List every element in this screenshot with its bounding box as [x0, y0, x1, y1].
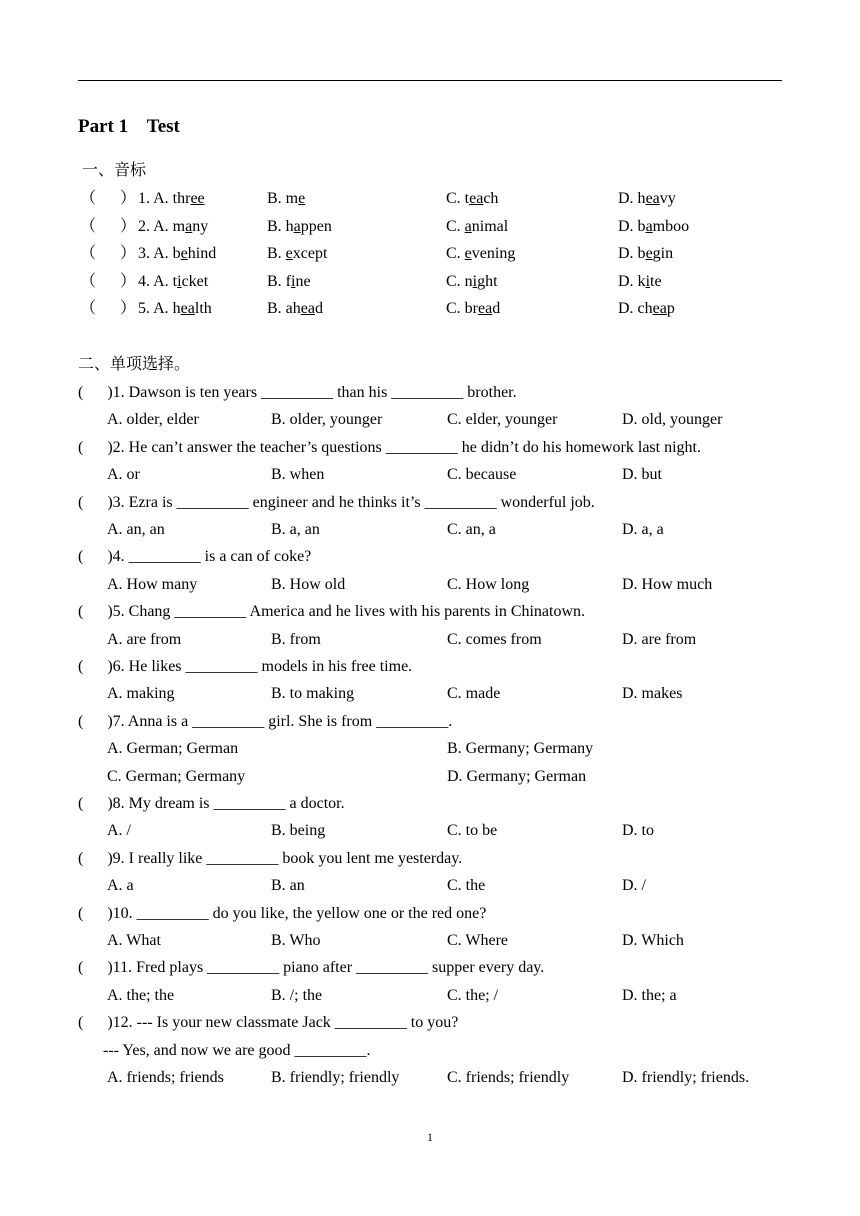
- word-part: D. b: [618, 217, 646, 235]
- word-part: B. m: [267, 190, 299, 207]
- question-stem: ( )10. _________ do you like, the yellow one or the red one?: [78, 904, 487, 922]
- option-a[interactable]: A. How many: [107, 575, 198, 593]
- option-c: [446, 216, 508, 238]
- phonetic-row: [0, 216, 860, 238]
- question-stem: ( )3. Ezra is _________ engineer and he thinks it’s _________ wonderful job.: [78, 493, 595, 511]
- word-part: m: [172, 217, 186, 235]
- option-d[interactable]: D. the; a: [622, 986, 677, 1004]
- word-part: mboo: [652, 217, 690, 235]
- options-row: [0, 738, 860, 760]
- options-row: [0, 574, 860, 596]
- word-part: B. f: [267, 272, 291, 290]
- word-part: lth: [194, 300, 212, 317]
- word-part: ny: [192, 217, 209, 235]
- option-d[interactable]: D. to: [622, 822, 654, 840]
- underlined-letters: a: [645, 217, 653, 235]
- page-number: 1: [427, 1130, 433, 1144]
- option-d: [618, 216, 689, 238]
- option-d[interactable]: D. but: [622, 466, 662, 484]
- question-stem: ( )12. --- Is your new classmate Jack _________ to you?: [78, 1014, 459, 1032]
- part-title: Part 1 Test: [78, 116, 180, 137]
- answer-blank[interactable]: （ ）: [80, 245, 137, 262]
- option-b[interactable]: B. being: [271, 822, 326, 840]
- answer-blank[interactable]: （ ）: [80, 217, 137, 235]
- option-d: [618, 271, 662, 293]
- word-part: thr: [172, 190, 191, 207]
- option-a[interactable]: A. are from: [107, 630, 182, 648]
- word-part: C.: [446, 217, 465, 235]
- option-b[interactable]: B. to making: [271, 685, 355, 703]
- option-a[interactable]: A. a: [107, 877, 134, 895]
- options-row: [0, 875, 860, 897]
- option-b[interactable]: B. /; the: [271, 986, 323, 1004]
- option-b[interactable]: B. when: [271, 466, 325, 484]
- option-d[interactable]: D. How much: [622, 575, 713, 593]
- option-a: [138, 243, 216, 265]
- option-c: [446, 243, 515, 265]
- question-number: 1. A.: [138, 190, 173, 207]
- option-d: [618, 298, 675, 320]
- word-part: ne: [295, 272, 311, 290]
- option-b[interactable]: B. friendly; friendly: [271, 1069, 400, 1086]
- word-part: b: [172, 245, 181, 262]
- underlined-letters: e: [298, 190, 306, 207]
- question-stem: ( )2. He can’t answer the teacher’s questions _________ he didn’t do his homework last night.: [78, 438, 701, 456]
- option-a[interactable]: A. friends; friends: [107, 1069, 224, 1086]
- underlined-letters: ea: [478, 300, 493, 317]
- option-b[interactable]: B. an: [271, 877, 305, 895]
- word-part: C. br: [446, 300, 478, 317]
- option-a[interactable]: A. older, elder: [107, 411, 199, 429]
- question-stem: ( )1. Dawson is ten years _________ than his _________ brother.: [78, 384, 517, 401]
- option-c: [446, 271, 498, 293]
- answer-blank[interactable]: （ ）: [80, 300, 137, 317]
- option-c[interactable]: C. because: [447, 466, 517, 484]
- option-b[interactable]: B. a, an: [271, 521, 320, 538]
- section-1-title: 一、音标: [82, 160, 147, 179]
- word-part: vy: [659, 190, 676, 207]
- underlined-letters: ea: [180, 300, 195, 317]
- word-part: nimal: [471, 217, 509, 235]
- word-part: B.: [267, 245, 286, 262]
- option-a[interactable]: A. an, an: [107, 521, 165, 538]
- option-a[interactable]: A. or: [107, 466, 140, 484]
- option-c[interactable]: C. the: [447, 877, 486, 895]
- option-d[interactable]: D. friendly; friends.: [622, 1069, 750, 1086]
- word-part: t: [172, 272, 178, 290]
- option-a[interactable]: A. making: [107, 685, 175, 703]
- phonetic-row: [0, 298, 860, 320]
- option-d[interactable]: D. Germany; German: [447, 767, 587, 785]
- question-number: 4. A.: [138, 272, 173, 290]
- word-part: te: [650, 272, 662, 290]
- option-b: [267, 271, 311, 293]
- word-part: xcept: [292, 245, 328, 262]
- options-row: [0, 683, 860, 705]
- options-row: [0, 519, 860, 541]
- phonetic-row: [0, 188, 860, 210]
- header-rule: [78, 80, 782, 81]
- option-d[interactable]: D. a, a: [622, 521, 664, 538]
- phonetic-row: [0, 271, 860, 293]
- option-c: [446, 298, 500, 320]
- option-c[interactable]: C. German; Germany: [107, 767, 246, 785]
- option-c[interactable]: C. to be: [447, 822, 498, 840]
- underlined-letters: a: [464, 217, 472, 235]
- underlined-letters: ea: [645, 190, 660, 207]
- question-reply: --- Yes, and now we are good _________.: [103, 1041, 371, 1059]
- underlined-letters: e: [285, 245, 293, 262]
- option-d[interactable]: D. Which: [622, 932, 684, 949]
- word-part: h: [172, 300, 181, 317]
- question-stem: ( )4. _________ is a can of coke?: [78, 548, 312, 566]
- word-part: ppen: [300, 217, 332, 235]
- option-a[interactable]: A. the; the: [107, 986, 175, 1004]
- question-stem: ( )8. My dream is _________ a doctor.: [78, 795, 345, 812]
- word-part: d: [492, 300, 501, 317]
- options-row: [0, 820, 860, 842]
- options-row: [0, 409, 860, 431]
- option-b: [267, 188, 305, 210]
- word-part: gin: [652, 245, 674, 262]
- option-a: [138, 271, 208, 293]
- word-part: d: [314, 300, 323, 317]
- option-d[interactable]: D. old, younger: [622, 411, 723, 429]
- word-part: D. ch: [618, 300, 653, 317]
- option-a: [138, 188, 205, 210]
- underlined-letters: ea: [469, 190, 484, 207]
- option-a[interactable]: A. German; German: [107, 740, 239, 758]
- option-d[interactable]: D. are from: [622, 630, 697, 648]
- underlined-letters: i: [472, 272, 478, 290]
- underlined-letters: e: [645, 245, 653, 262]
- word-part: C.: [446, 245, 465, 262]
- word-part: hind: [187, 245, 217, 262]
- option-b[interactable]: B. Germany; Germany: [447, 740, 594, 758]
- options-row: [0, 464, 860, 486]
- options-row: [0, 766, 860, 788]
- question-number: 2. A.: [138, 217, 173, 235]
- underlined-letters: i: [291, 272, 296, 290]
- option-d: [618, 188, 676, 210]
- option-c[interactable]: C. How long: [447, 575, 530, 593]
- option-a: [138, 298, 212, 320]
- word-part: C. n: [446, 272, 473, 290]
- question-stem: ( )6. He likes _________ models in his free time.: [78, 658, 413, 675]
- option-b[interactable]: B. older, younger: [271, 411, 383, 429]
- word-part: D. b: [618, 245, 646, 262]
- option-d: [618, 243, 673, 265]
- underlined-letters: a: [293, 217, 301, 235]
- underlined-letters: e: [180, 245, 188, 262]
- underlined-letters: i: [645, 272, 651, 290]
- underlined-letters: a: [185, 217, 193, 235]
- options-row: [0, 930, 860, 952]
- option-c[interactable]: C. friends; friendly: [447, 1069, 570, 1086]
- option-b[interactable]: B. How old: [271, 575, 346, 593]
- underlined-letters: i: [177, 272, 182, 290]
- option-c[interactable]: C. Where: [447, 932, 509, 949]
- answer-blank[interactable]: （ ）: [80, 190, 137, 207]
- word-part: ght: [477, 272, 498, 290]
- answer-blank[interactable]: （ ）: [80, 272, 137, 290]
- options-row: [0, 629, 860, 651]
- underlined-letters: ea: [300, 300, 315, 317]
- option-c: [446, 188, 498, 210]
- word-part: B. h: [267, 217, 294, 235]
- section-2-title: 二、单项选择。: [78, 354, 191, 373]
- question-stem: ( )9. I really like _________ book you lent me yesterday.: [78, 849, 463, 867]
- question-number: 3. A.: [138, 245, 173, 262]
- options-row: [0, 1067, 860, 1089]
- word-part: D. h: [618, 190, 646, 207]
- option-c[interactable]: C. comes from: [447, 630, 542, 648]
- word-part: cket: [181, 272, 209, 290]
- option-b[interactable]: B. Who: [271, 932, 321, 949]
- word-part: p: [666, 300, 675, 317]
- option-a[interactable]: A. /: [107, 822, 131, 840]
- option-b: [267, 243, 327, 265]
- underlined-letters: ee: [190, 190, 205, 207]
- option-b: [267, 298, 323, 320]
- word-part: D. k: [618, 272, 646, 290]
- phonetic-row: [0, 243, 860, 265]
- question-stem: ( )11. Fred plays _________ piano after _________ supper every day.: [78, 959, 545, 977]
- underlined-letters: e: [464, 245, 472, 262]
- option-d[interactable]: D. /: [622, 877, 646, 895]
- word-part: B. ah: [267, 300, 301, 317]
- option-c[interactable]: C. elder, younger: [447, 411, 558, 429]
- options-row: [0, 985, 860, 1007]
- word-part: ch: [483, 190, 499, 207]
- underlined-letters: ea: [652, 300, 667, 317]
- word-part: vening: [471, 245, 516, 262]
- question-number: 5. A.: [138, 300, 173, 317]
- option-b[interactable]: B. from: [271, 630, 321, 648]
- question-stem: ( )7. Anna is a _________ girl. She is from _________.: [78, 712, 453, 730]
- option-b: [267, 216, 332, 238]
- word-part: C. t: [446, 190, 470, 207]
- option-c[interactable]: C. made: [447, 685, 501, 703]
- question-stem: ( )5. Chang _________ America and he lives with his parents in Chinatown.: [78, 603, 586, 621]
- option-c[interactable]: C. an, a: [447, 521, 496, 538]
- option-a: [138, 216, 208, 238]
- option-d[interactable]: D. makes: [622, 685, 683, 703]
- option-a[interactable]: A. What: [107, 932, 161, 949]
- option-c[interactable]: C. the; /: [447, 986, 499, 1004]
